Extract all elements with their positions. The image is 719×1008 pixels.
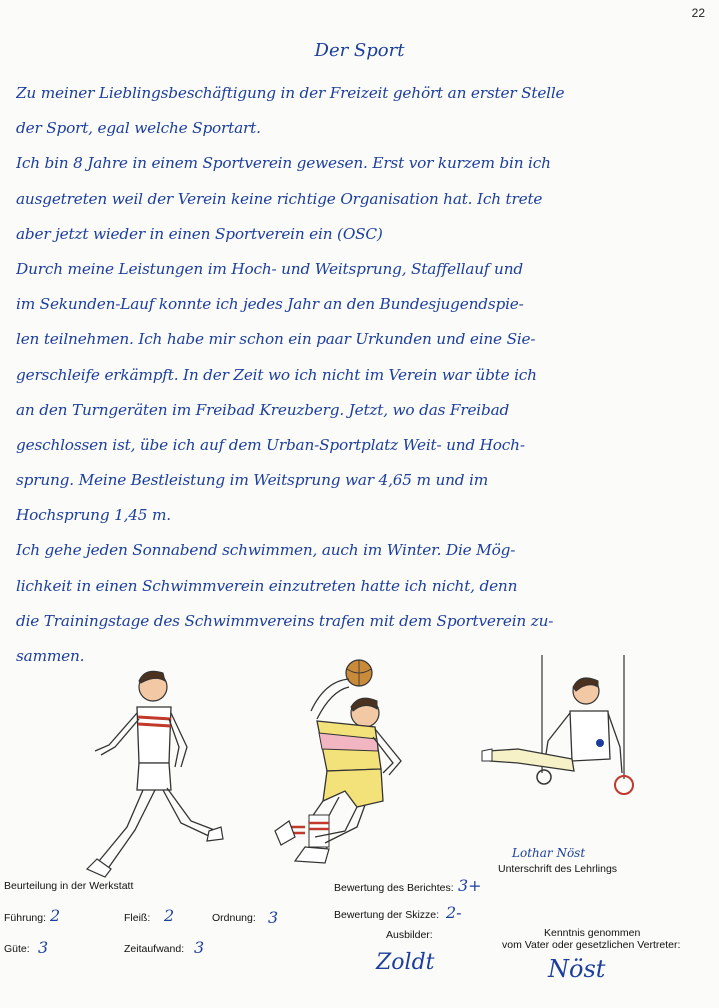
kenntnis-label-vertreter: vom Vater oder gesetzlichen Vertreter: — [502, 939, 681, 951]
essay-line: aber jetzt wieder in einen Sportverein ein (OSC) — [16, 224, 383, 243]
berichte-label: Bewertung des Berichtes: — [334, 882, 454, 894]
essay-line: sammen. — [16, 647, 85, 665]
essay-line: Hochsprung 1,45 m. — [16, 506, 171, 525]
essay-body — [16, 76, 696, 674]
essay-line: im Sekunden-Lauf konnte ich jedes Jahr an den Bundesjugendspie- — [16, 295, 524, 314]
guete-grade: 3 — [38, 938, 49, 957]
essay-line: sprung. Meine Bestleistung im Weitsprung war 4,65 m und im — [16, 471, 489, 490]
essay-line: Durch meine Leistungen im Hoch- und Weitsprung, Staffellauf und — [16, 259, 523, 278]
ausbilder-label: Ausbilder: — [386, 929, 433, 941]
page-number: 22 — [691, 6, 705, 20]
essay-line: der Sport, egal welche Sportart. — [16, 119, 261, 138]
skizze-label: Bewertung der Skizze: — [334, 909, 440, 921]
essay-line: Ich gehe jeden Sonnabend schwimmen, auch im Winter. Die Mög- — [16, 541, 516, 560]
apprentice-signature-label: Unterschrift des Lehrlings — [498, 863, 618, 875]
essay-line: lichkeit in einen Schwimmverein einzutreten hatte ich nicht, denn — [16, 576, 518, 595]
essay-line: Ich bin 8 Jahre in einem Sportverein gewesen. Erst vor kurzem bin ich — [16, 154, 551, 173]
apprentice-signature: Lothar Nöst — [512, 846, 586, 860]
kenntnis-label: Kenntnis genommen — [544, 927, 641, 939]
essay-title: Der Sport — [314, 40, 405, 61]
zeitaufwand-label: Zeitaufwand: — [124, 943, 185, 955]
essay-line: len teilnehmen. Ich habe mir schon ein paar Urkunden und eine Sie- — [16, 330, 536, 349]
skizze-grade: 2- — [446, 903, 462, 922]
fleiss-label: Fleiß: — [124, 912, 151, 924]
ordnung-grade: 3 — [268, 908, 279, 927]
essay-line: ausgetreten weil der Verein keine richtige Organisation hat. Ich trete — [16, 189, 543, 208]
fleiss-grade: 2 — [164, 906, 175, 925]
zeitaufwand-grade: 3 — [194, 938, 205, 957]
ausbilder-signature: Zoldt — [376, 950, 435, 975]
sport-illustrations — [0, 655, 719, 895]
essay-line: Zu meiner Lieblingsbeschäftigung in der Freizeit gehört an erster Stelle — [16, 84, 565, 102]
handball-player-illustration — [265, 651, 415, 891]
fuehrung-grade: 2 — [50, 906, 61, 925]
guete-label: Güte: — [4, 943, 30, 955]
essay-line: an den Turngeräten im Freibad Kreuzberg. Jetzt, wo das Freibad — [16, 400, 510, 419]
fuehrung-label: Führung: — [4, 912, 47, 924]
berichte-grade: 3+ — [458, 876, 482, 895]
parent-signature: Nöst — [548, 955, 606, 983]
ring-gymnast-illustration — [478, 655, 648, 855]
essay-line: geschlossen ist, übe ich auf dem Urban-Sportplatz Weit- und Hoch- — [16, 435, 525, 454]
runner-illustration — [75, 655, 225, 890]
essay-line: die Trainingstage des Schwimmvereins trafen mit dem Sportverein zu- — [16, 611, 554, 630]
essay-line: gerschleife erkämpft. In der Zeit wo ich nicht im Verein war übte ich — [16, 365, 537, 384]
ordnung-label: Ordnung: — [212, 912, 256, 924]
workshop-assessment-heading: Beurteilung in der Werkstatt — [4, 880, 134, 892]
